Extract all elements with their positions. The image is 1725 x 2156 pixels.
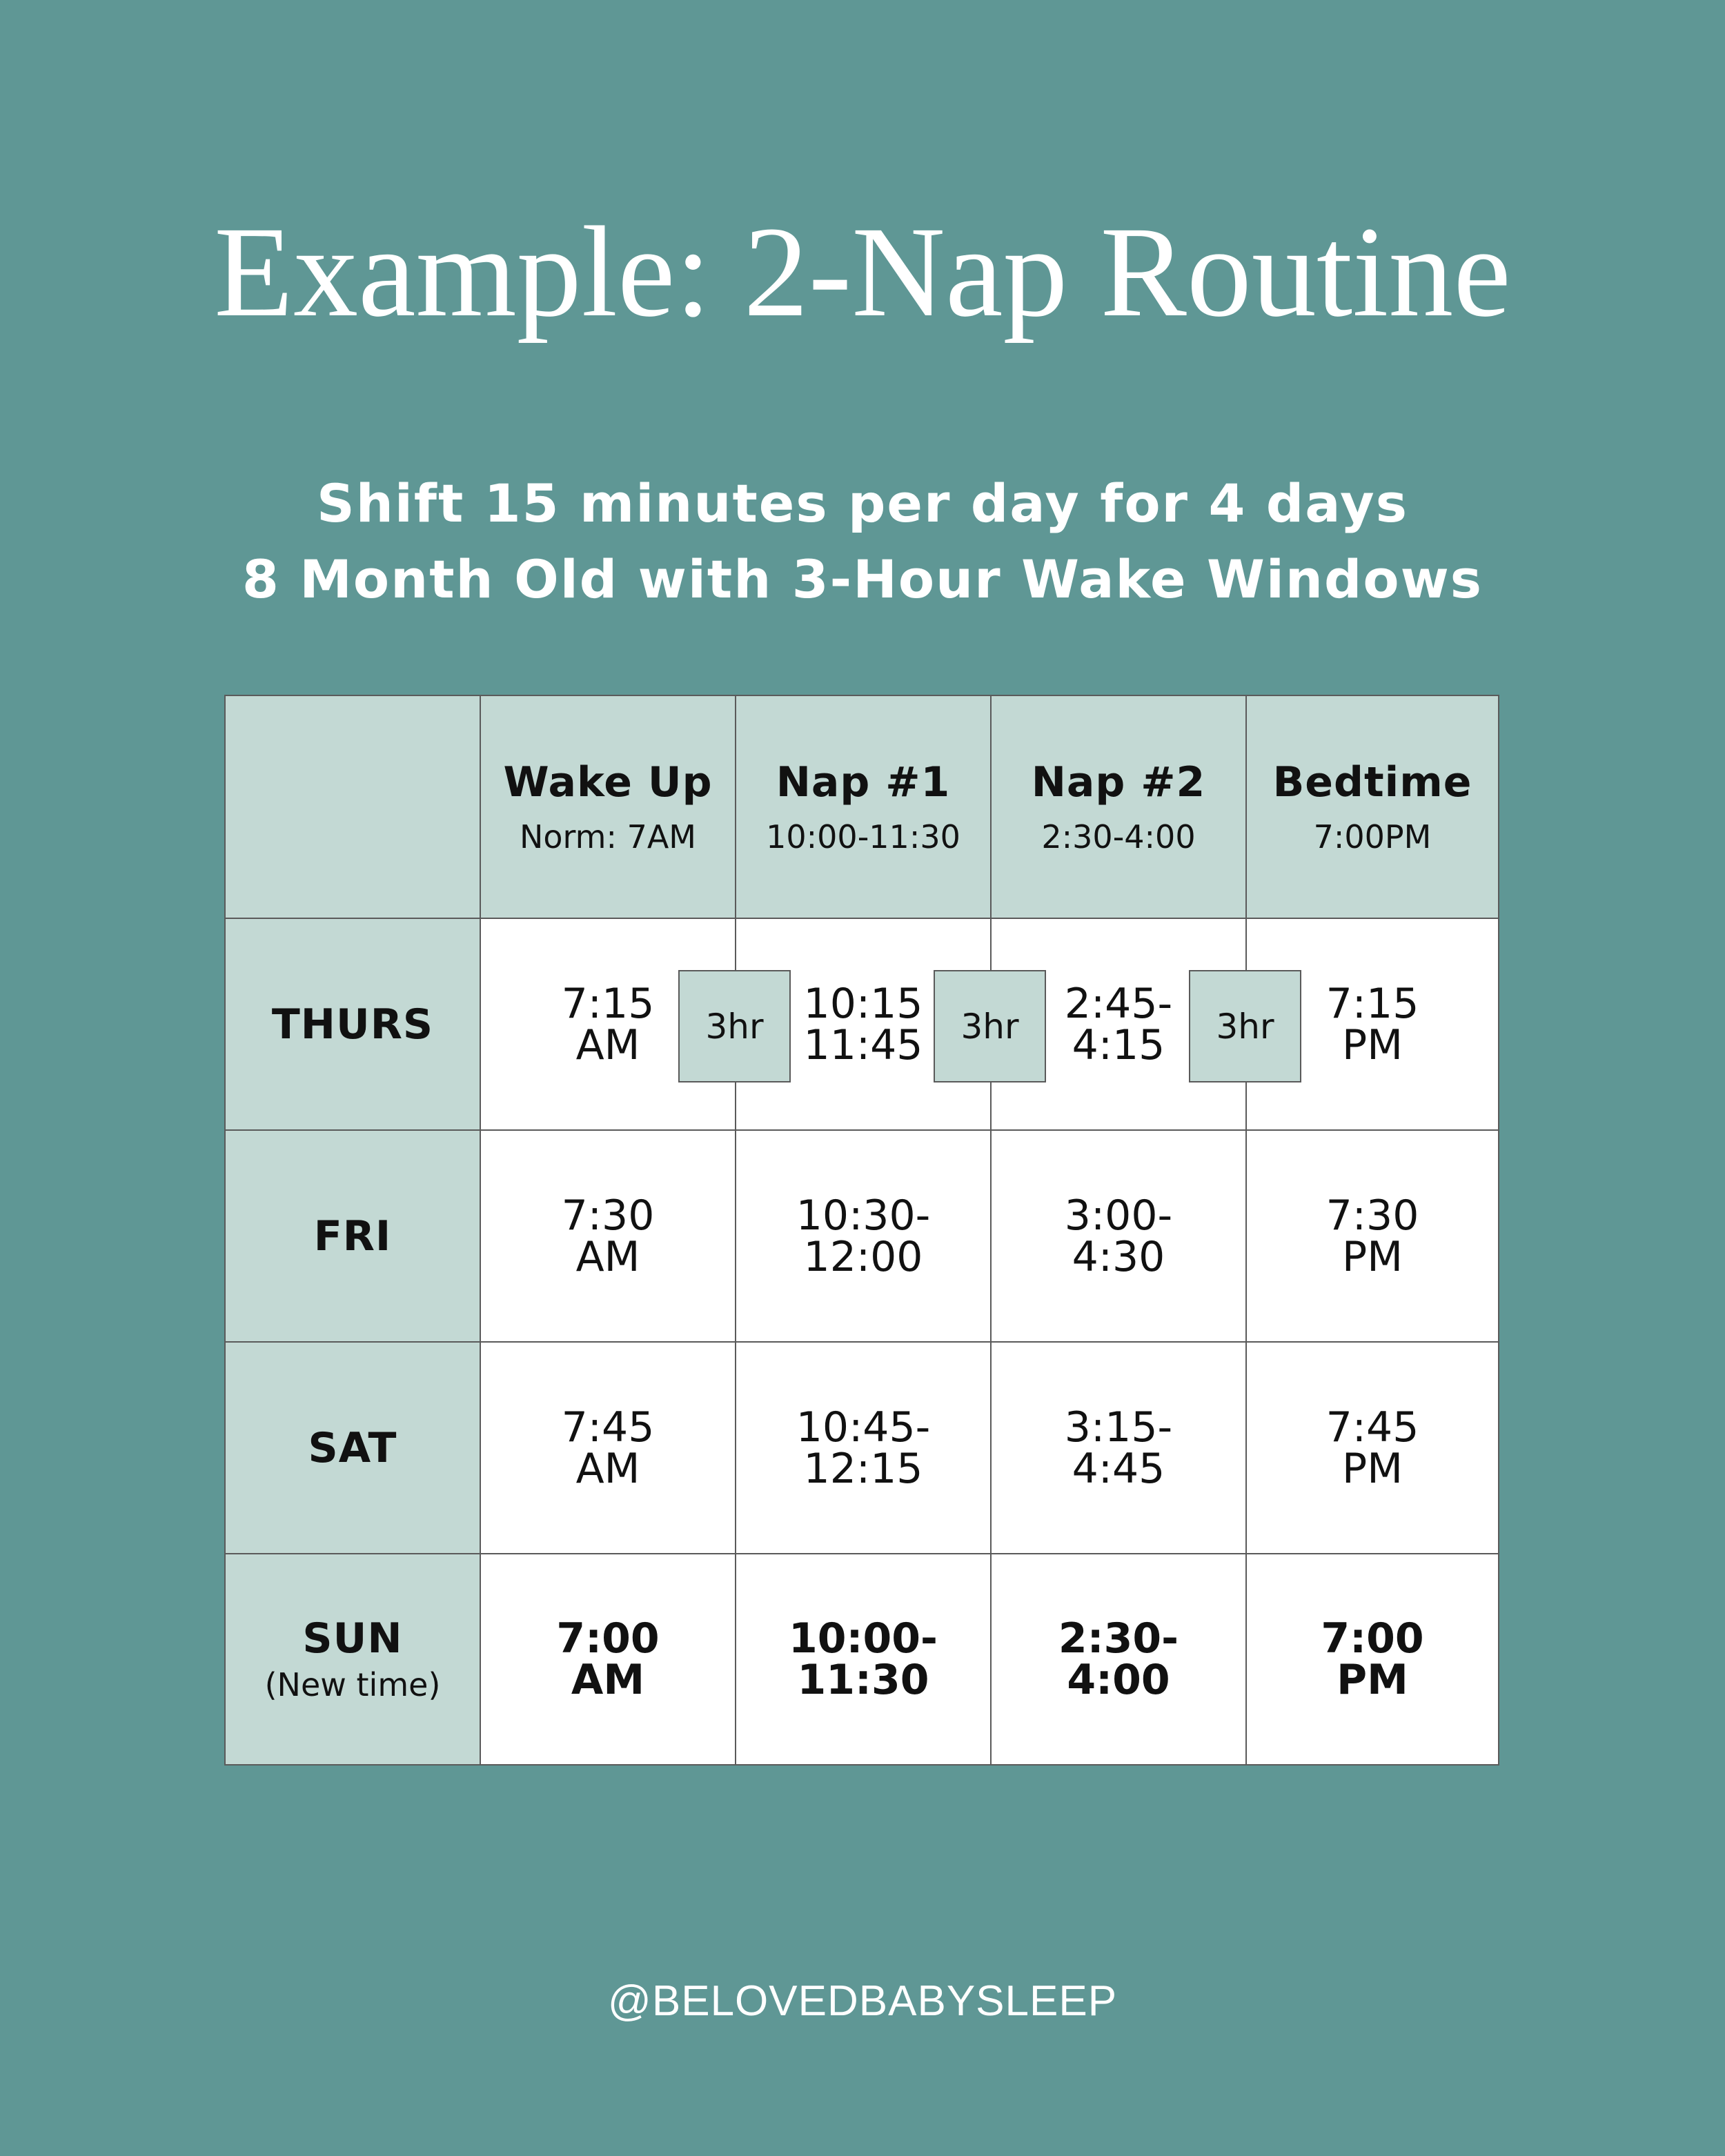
header-wake-up — [480, 695, 736, 919]
time-value: 7:00 AM — [556, 1614, 660, 1704]
time-value: 7:30 PM — [1325, 1191, 1419, 1281]
wake-window-badge: 3hr — [1189, 970, 1301, 1082]
time-value: 10:00- 11:30 — [789, 1614, 938, 1704]
footer-handle: @BELOVEDBABYSLEEP — [607, 1977, 1118, 2025]
time-value: 7:15 PM — [1325, 979, 1419, 1069]
header-bedtime — [1245, 695, 1499, 919]
time-value: 7:00 PM — [1321, 1614, 1424, 1704]
column-subtitle: 7:00PM — [1313, 818, 1432, 856]
time-value: 10:30- 12:00 — [796, 1191, 931, 1281]
wake-window-badge: 3hr — [678, 970, 791, 1082]
day-label: SAT — [308, 1423, 397, 1472]
time-value: 7:45 AM — [561, 1403, 655, 1493]
day-cell-thurs — [224, 918, 481, 1131]
day-cell-sat — [224, 1341, 481, 1554]
column-title: Nap #2 — [1031, 758, 1206, 807]
column-subtitle: 10:00-11:30 — [766, 818, 960, 856]
day-cell-fri — [224, 1129, 481, 1343]
time-value: 7:30 AM — [561, 1191, 655, 1281]
header-nap-1 — [735, 695, 992, 919]
table-cell — [735, 1129, 992, 1343]
table-cell — [990, 1129, 1247, 1343]
time-value: 2:45- 4:15 — [1064, 979, 1173, 1069]
table-cell — [1245, 1129, 1499, 1343]
table-cell — [480, 1341, 736, 1554]
table-cell — [480, 1553, 736, 1766]
header-nap-2 — [990, 695, 1247, 919]
time-value: 7:15 AM — [561, 979, 655, 1069]
day-label: SUN — [302, 1614, 403, 1663]
table-cell — [480, 1129, 736, 1343]
table-cell — [1245, 1553, 1499, 1766]
wake-window-badge: 3hr — [934, 970, 1046, 1082]
column-title: Wake Up — [503, 758, 713, 807]
column-title: Bedtime — [1272, 758, 1472, 807]
day-cell-sun — [224, 1553, 481, 1766]
day-label: THURS — [271, 1000, 434, 1049]
time-value: 7:45 PM — [1325, 1403, 1419, 1493]
table-cell — [990, 1341, 1247, 1554]
column-subtitle: 2:30-4:00 — [1041, 818, 1196, 856]
time-value: 3:15- 4:45 — [1064, 1403, 1173, 1493]
schedule-table — [224, 695, 1499, 1766]
column-subtitle: Norm: 7AM — [519, 818, 696, 856]
day-label: FRI — [313, 1211, 392, 1260]
table-cell — [990, 1553, 1247, 1766]
time-value: 3:00- 4:30 — [1064, 1191, 1173, 1281]
table-cell — [1245, 1341, 1499, 1554]
table-cell — [735, 1341, 992, 1554]
header-corner-cell — [224, 695, 481, 919]
subtitle-line-1: Shift 15 minutes per day for 4 days — [317, 473, 1408, 534]
column-title: Nap #1 — [776, 758, 951, 807]
time-value: 2:30- 4:00 — [1058, 1614, 1179, 1704]
subtitle-line-2: 8 Month Old with 3-Hour Wake Windows — [241, 548, 1483, 610]
day-note: (New time) — [264, 1666, 441, 1703]
table-cell — [735, 1553, 992, 1766]
time-value: 10:15 11:45 — [803, 979, 923, 1069]
page-title: Example: 2-Nap Routine — [214, 199, 1511, 344]
time-value: 10:45- 12:15 — [796, 1403, 931, 1493]
